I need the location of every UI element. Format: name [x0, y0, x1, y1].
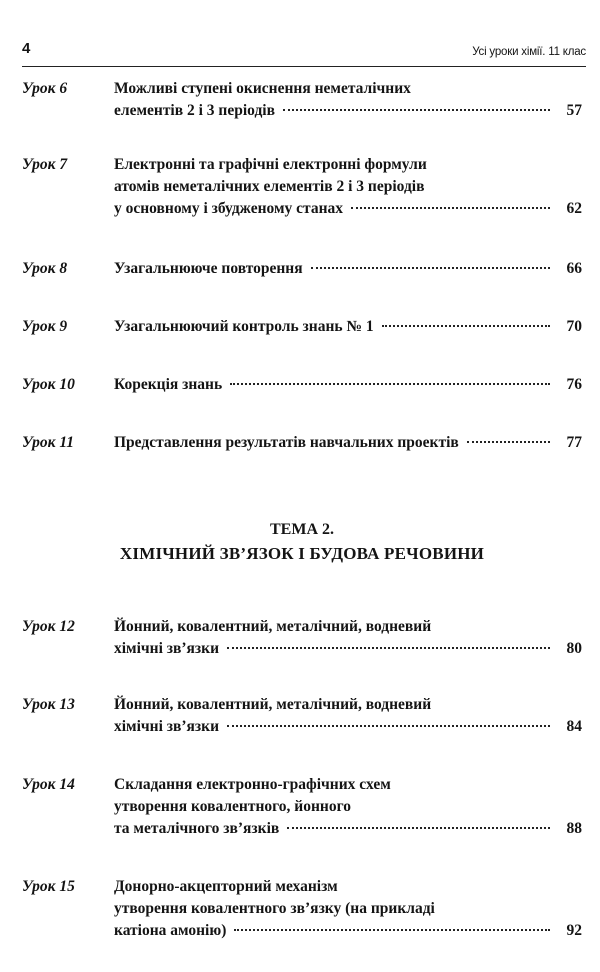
lesson-title-line: атомів неметалічних елементів 2 і 3 періодів: [114, 178, 425, 195]
lesson-title: [114, 616, 582, 660]
lesson-title: [114, 374, 582, 396]
lesson-title-line: та металічного зв’язків: [114, 820, 280, 837]
page-number: 4: [22, 40, 31, 57]
lesson-title-line: Узагальнююче повторення: [114, 260, 303, 277]
page-ref: 88: [566, 820, 582, 837]
lesson-title-line: елементів 2 і 3 періодів: [114, 102, 275, 119]
lesson-title: [114, 78, 582, 122]
lesson-title-last-line: [114, 638, 582, 660]
lesson-title-last-line: [114, 198, 582, 220]
lesson-title-last-line: [114, 374, 582, 396]
page-ref: 62: [566, 200, 582, 217]
lesson-title-last-line: [114, 316, 582, 338]
lesson-title-last-line: [114, 432, 582, 454]
lesson-title: [114, 154, 582, 220]
dot-leader: [351, 207, 550, 209]
dot-leader: [227, 647, 550, 649]
lesson-title: [114, 774, 582, 840]
lesson-title-line: катіона амонію): [114, 922, 227, 939]
lesson-label: Урок 10: [22, 376, 75, 393]
lesson-label: Урок 15: [22, 878, 75, 895]
lesson-title-line: Йонний, ковалентний, металічний, водневий: [114, 696, 432, 713]
page-ref: 77: [566, 434, 582, 451]
lesson-title-line: утворення ковалентного зв’язку (на прикладі: [114, 900, 435, 917]
lesson-label: Урок 7: [22, 156, 68, 173]
lesson-title-line: Узагальнюючий контроль знань № 1: [114, 318, 374, 335]
dot-leader: [467, 441, 550, 443]
lesson-title-last-line: [114, 716, 582, 738]
lesson-title-last-line: [114, 920, 582, 942]
lesson-title: [114, 876, 582, 942]
lesson-title-line: Представлення результатів навчальних проектів: [114, 434, 459, 451]
lesson-title-last-line: [114, 818, 582, 840]
dot-leader: [382, 325, 550, 327]
dot-leader: [227, 725, 550, 727]
dot-leader: [287, 827, 550, 829]
lesson-label: Урок 6: [22, 80, 68, 97]
lesson-title-last-line: [114, 100, 582, 122]
lesson-title-line: хімічні зв’язки: [114, 640, 220, 657]
lesson-title-line: Корекція знань: [114, 376, 223, 393]
page-header: [22, 36, 586, 67]
lesson-title: [114, 316, 582, 338]
topic-title: ХІМІЧНИЙ ЗВ’ЯЗОК І БУДОВА РЕЧОВИНИ: [119, 544, 485, 563]
page-ref: 80: [566, 640, 582, 657]
page-ref: 84: [566, 718, 582, 735]
lesson-title-line: хімічні зв’язки: [114, 718, 220, 735]
lesson-title-line: Донорно-акцепторний механізм: [114, 878, 338, 895]
lesson-label: Урок 13: [22, 696, 75, 713]
lesson-label: Урок 14: [22, 776, 75, 793]
page-ref: 92: [566, 922, 582, 939]
lesson-title-line: Можливі ступені окиснення неметалічних: [114, 80, 411, 97]
lesson-title-line: Йонний, ковалентний, металічний, водневий: [114, 618, 432, 635]
page-ref: 66: [566, 260, 582, 277]
topic-number: ТЕМА 2.: [270, 521, 334, 538]
lesson-title: [114, 258, 582, 280]
lesson-label: Урок 11: [22, 434, 75, 451]
dot-leader: [234, 929, 550, 931]
page-ref: 70: [566, 318, 582, 335]
dot-leader: [311, 267, 550, 269]
lesson-title-line: Електронні та графічні електронні формули: [114, 156, 427, 173]
page-ref: 57: [566, 102, 582, 119]
lesson-label: Урок 8: [22, 260, 68, 277]
dot-leader: [283, 109, 550, 111]
lesson-title-line: утворення ковалентного, йонного: [114, 798, 351, 815]
lesson-title-line: Складання електронно-графічних схем: [114, 776, 391, 793]
page-ref: 76: [566, 376, 582, 393]
lesson-title: [114, 432, 582, 454]
lesson-title-last-line: [114, 258, 582, 280]
dot-leader: [230, 383, 550, 385]
lesson-label: Урок 12: [22, 618, 75, 635]
topic-heading: [22, 518, 582, 566]
lesson-label: Урок 9: [22, 318, 68, 335]
lesson-title: [114, 694, 582, 738]
lesson-title-line: у основному і збудженому станах: [114, 200, 344, 217]
running-title: Усі уроки хімії. 11 клас: [472, 46, 586, 58]
